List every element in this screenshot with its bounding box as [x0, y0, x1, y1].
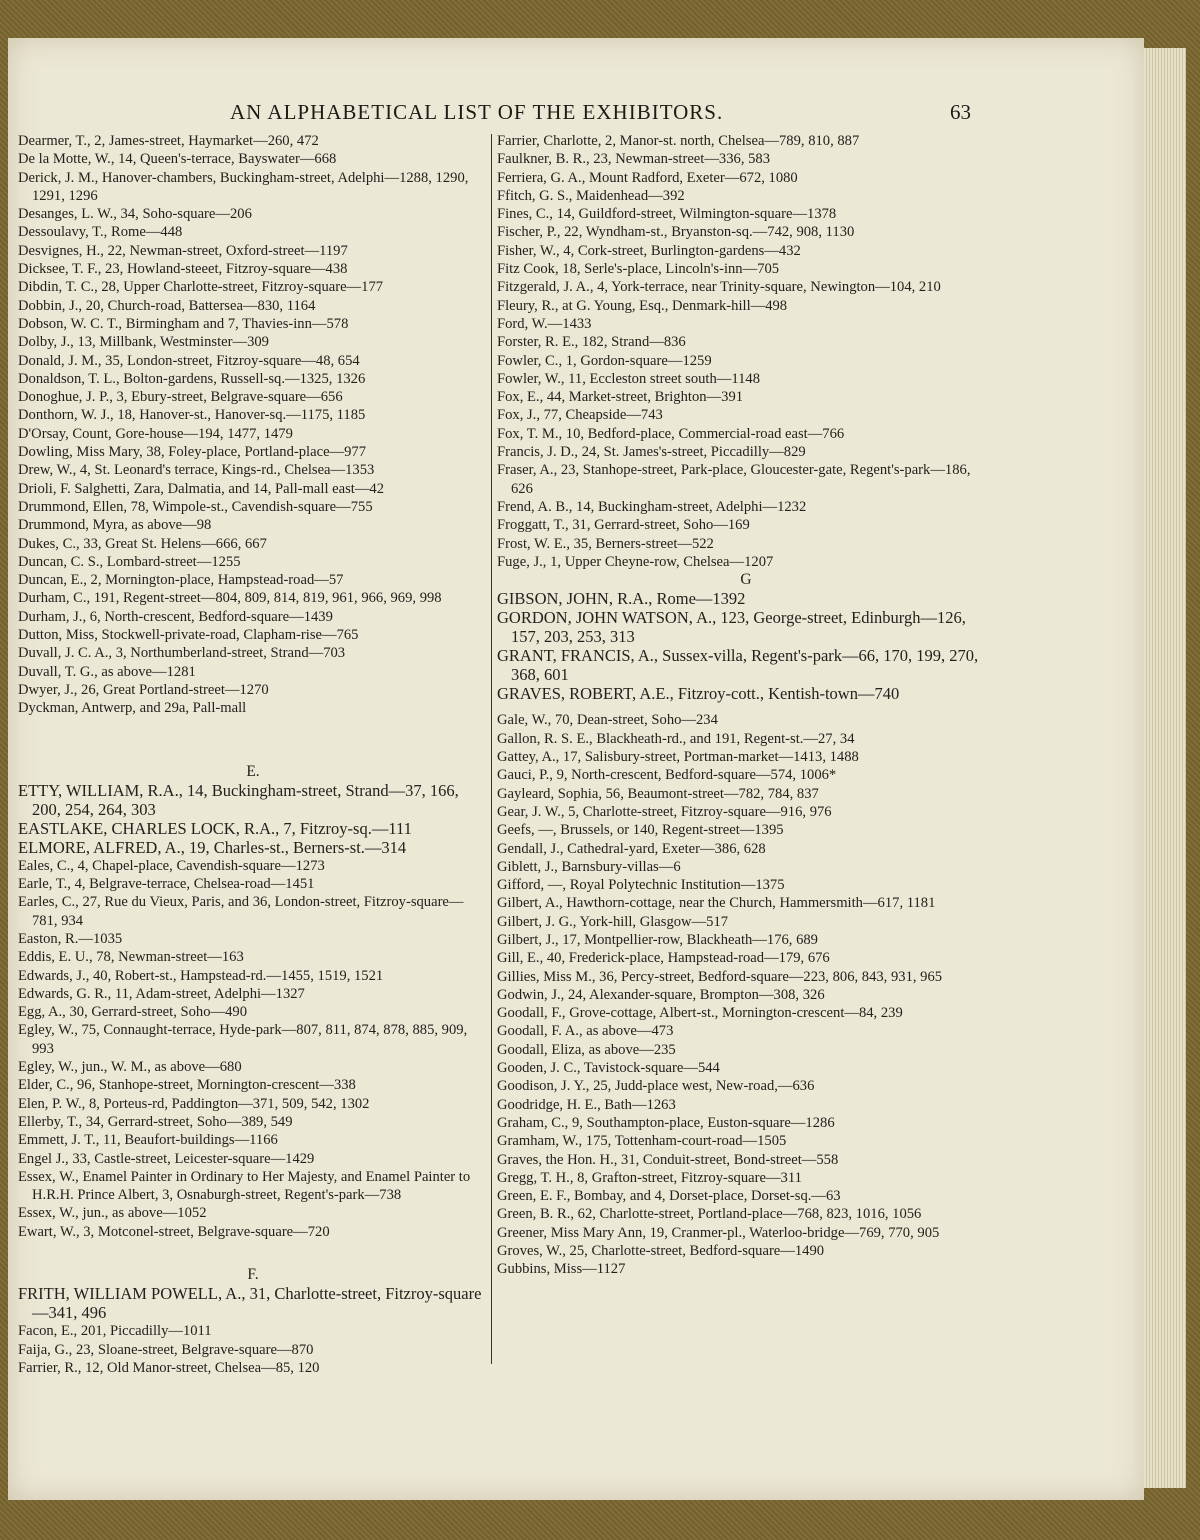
list-item: Forster, R. E., 182, Strand—836: [497, 334, 686, 351]
list-item: Farrier, R., 12, Old Manor-street, Chelsea—85, 120: [18, 1359, 320, 1376]
list-item: Gear, J. W., 5, Charlotte-street, Fitzroy-square—916, 976: [497, 803, 832, 820]
list-item: Dutton, Miss, Stockwell-private-road, Clapham-rise—765: [18, 627, 359, 644]
list-item: Gooden, J. C., Tavistock-square—544: [497, 1060, 720, 1077]
list-item: Duvall, J. C. A., 3, Northumberland-street, Strand—703: [18, 645, 346, 662]
list-item: Emmett, J. T., 11, Beaufort-buildings—1166: [18, 1132, 278, 1149]
list-item: Desanges, L. W., 34, Soho-square—206: [18, 206, 252, 223]
list-item: Dearmer, T., 2, James-street, Haymarket—260, 472: [18, 133, 319, 149]
list-item: Ffitch, G. S., Maidenhead—392: [497, 187, 685, 204]
list-item: Gale, W., 70, Dean-street, Soho—234: [497, 712, 718, 729]
list-item: FRITH, WILLIAM POWELL, A., 31, Charlotte-street, Fitzroy-square—341, 496: [18, 1284, 482, 1323]
list-item: Earle, T., 4, Belgrave-terrace, Chelsea-road—1451: [18, 876, 315, 893]
f-entries-continued: [497, 132, 995, 571]
list-item: Graves, the Hon. H., 31, Conduit-street, Bond-street—558: [497, 1151, 839, 1168]
list-item: Francis, J. D., 24, St. James's-street, Piccadilly—829: [497, 444, 806, 461]
list-item: Faulkner, B. R., 23, Newman-street—336, 583: [497, 151, 771, 168]
list-item: Durham, J., 6, North-crescent, Bedford-square—1439: [18, 608, 333, 625]
list-item: Giblett, J., Barnsbury-villas—6: [497, 858, 681, 875]
list-item: Goodall, F., Grove-cottage, Albert-st., Mornington-crescent—84, 239: [497, 1005, 903, 1022]
list-item: Egley, W., 75, Connaught-terrace, Hyde-park—807, 811, 874, 878, 885, 909, 993: [18, 1022, 468, 1057]
list-item: Elen, P. W., 8, Porteus-rd, Paddington—371, 509, 542, 1302: [18, 1095, 370, 1112]
list-item: Fraser, A., 23, Stanhope-street, Park-place, Gloucester-gate, Regent's-park—186, 626: [497, 462, 971, 497]
list-item: Frost, W. E., 35, Berners-street—522: [497, 535, 714, 552]
list-item: Gillies, Miss M., 36, Percy-street, Bedford-square—223, 806, 843, 931, 965: [497, 968, 943, 985]
list-item: Dicksee, T. F., 23, Howland-steeet, Fitzroy-square—438: [18, 261, 348, 278]
list-item: Ellerby, T., 34, Gerrard-street, Soho—389, 549: [18, 1113, 293, 1130]
list-item: Facon, E., 201, Piccadilly—1011: [18, 1323, 212, 1340]
f-entries: [18, 1322, 488, 1377]
list-item: Green, E. F., Bombay, and 4, Dorset-place, Dorset-sq.—63: [497, 1188, 841, 1205]
list-item: Ferriera, G. A., Mount Radford, Exeter—672, 1080: [497, 169, 798, 186]
list-item: GIBSON, JOHN, R.A., Rome—1392: [497, 589, 746, 609]
list-item: Durham, C., 191, Regent-street—804, 809, 814, 819, 961, 966, 969, 998: [18, 590, 442, 607]
list-item: Drew, W., 4, St. Leonard's terrace, Kings-rd., Chelsea—1353: [18, 462, 375, 479]
list-item: Donthorn, W. J., 18, Hanover-st., Hanover-sq.—1175, 1185: [18, 407, 366, 424]
list-item: Fines, C., 14, Guildford-street, Wilmington-square—1378: [497, 206, 837, 223]
list-item: Gifford, —, Royal Polytechnic Institution—1375: [497, 877, 785, 894]
list-item: Dowling, Miss Mary, 38, Foley-place, Portland-place—977: [18, 444, 367, 461]
list-item: Fox, T. M., 10, Bedford-place, Commercial-road east—766: [497, 425, 845, 442]
letter-heading-e: E.: [246, 762, 260, 780]
f-academic-entries: [18, 1284, 488, 1322]
list-item: Gauci, P., 9, North-crescent, Bedford-square—574, 1006*: [497, 767, 837, 784]
list-item: Gill, E., 40, Frederick-place, Hampstead-road—179, 676: [497, 950, 830, 967]
d-entries: [18, 132, 488, 718]
list-item: Drummond, Myra, as above—98: [18, 517, 212, 534]
list-item: Geefs, —, Brussels, or 140, Regent-street—1395: [497, 822, 784, 839]
list-item: Elder, C., 96, Stanhope-street, Mornington-crescent—338: [18, 1077, 356, 1094]
column-divider: [491, 134, 492, 1364]
list-item: Desvignes, H., 22, Newman-street, Oxford-street—1197: [18, 242, 348, 259]
list-item: Goodall, F. A., as above—473: [497, 1023, 674, 1040]
list-item: Engel J., 33, Castle-street, Leicester-square—1429: [18, 1150, 315, 1167]
list-item: Goodison, J. Y., 25, Judd-place west, New-road,—636: [497, 1078, 815, 1095]
list-item: Gilbert, J. G., York-hill, Glasgow—517: [497, 913, 729, 930]
list-item: Godwin, J., 24, Alexander-square, Brompton—308, 326: [497, 986, 825, 1003]
list-item: Goodridge, H. E., Bath—1263: [497, 1096, 676, 1113]
page-title: AN ALPHABETICAL LIST OF THE EXHIBITORS.: [230, 100, 724, 124]
list-item: Eales, C., 4, Chapel-place, Cavendish-square—1273: [18, 857, 325, 874]
list-item: Gallon, R. S. E., Blackheath-rd., and 191, Regent-st.—27, 34: [497, 730, 855, 747]
list-item: Ewart, W., 3, Motconel-street, Belgrave-square—720: [18, 1223, 330, 1240]
list-item: Dyckman, Antwerp, and 29a, Pall-mall: [18, 700, 247, 717]
list-item: Dolby, J., 13, Millbank, Westminster—309: [18, 334, 269, 351]
list-item: Easton, R.—1035: [18, 930, 123, 947]
right-column: [497, 132, 995, 1279]
list-item: ELMORE, ALFRED, A., 19, Charles-st., Berners-st.—314: [18, 837, 407, 857]
list-item: Fox, J., 77, Cheapside—743: [497, 407, 663, 424]
list-item: ETTY, WILLIAM, R.A., 14, Buckingham-street, Strand—37, 166, 200, 254, 264, 303: [18, 780, 459, 819]
list-item: Dwyer, J., 26, Great Portland-street—1270: [18, 681, 269, 698]
list-item: Donaldson, T. L., Bolton-gardens, Russell-sq.—1325, 1326: [18, 370, 366, 387]
e-entries: [18, 857, 488, 1241]
list-item: Gramham, W., 175, Tottenham-court-road—1505: [497, 1133, 787, 1150]
list-item: Ford, W.—1433: [497, 315, 592, 332]
list-item: GRANT, FRANCIS, A., Sussex-villa, Regent's-park—66, 170, 199, 270, 368, 601: [497, 646, 979, 685]
list-item: Gregg, T. H., 8, Grafton-street, Fitzroy-square—311: [497, 1169, 802, 1186]
list-item: Eddis, E. U., 78, Newman-street—163: [18, 949, 244, 966]
list-item: Graham, C., 9, Southampton-place, Euston-square—1286: [497, 1114, 835, 1131]
list-item: Edwards, J., 40, Robert-st., Hampstead-rd.—1455, 1519, 1521: [18, 967, 384, 984]
list-item: Gilbert, A., Hawthorn-cottage, near the Church, Hammersmith—617, 1181: [497, 895, 936, 912]
list-item: Drioli, F. Salghetti, Zara, Dalmatia, and 14, Pall-mall east—42: [18, 480, 385, 497]
list-item: Donoghue, J. P., 3, Ebury-street, Belgrave-square—656: [18, 389, 343, 406]
page-number: 63: [950, 100, 971, 124]
list-item: Duncan, E., 2, Mornington-place, Hampstead-road—57: [18, 572, 344, 589]
list-item: Donald, J. M., 35, London-street, Fitzroy-square—48, 654: [18, 352, 360, 369]
list-item: Gilbert, J., 17, Montpellier-row, Blackheath—176, 689: [497, 931, 818, 948]
list-item: Goodall, Eliza, as above—235: [497, 1041, 676, 1058]
list-item: De la Motte, W., 14, Queen's-terrace, Bayswater—668: [18, 151, 337, 168]
list-item: GRAVES, ROBERT, A.E., Fitzroy-cott., Kentish-town—740: [497, 684, 900, 704]
list-item: Duvall, T. G., as above—1281: [18, 663, 196, 680]
list-item: Duncan, C. S., Lombard-street—1255: [18, 553, 241, 570]
list-item: Egg, A., 30, Gerrard-street, Soho—490: [18, 1004, 247, 1021]
list-item: Greener, Miss Mary Ann, 19, Cranmer-pl., Waterloo-bridge—769, 770, 905: [497, 1224, 940, 1241]
list-item: Dobson, W. C. T., Birmingham and 7, Thavies-inn—578: [18, 315, 349, 332]
left-column: [18, 132, 488, 1377]
list-item: Fowler, W., 11, Eccleston street south—1148: [497, 370, 761, 387]
list-item: Fowler, C., 1, Gordon-square—1259: [497, 352, 712, 369]
list-item: D'Orsay, Count, Gore-house—194, 1477, 1479: [18, 425, 293, 442]
list-item: Fitz Cook, 18, Serle's-place, Lincoln's-inn—705: [497, 261, 780, 278]
list-item: Fitzgerald, J. A., 4, York-terrace, near Trinity-square, Newington—104, 210: [497, 279, 941, 296]
g-entries: [497, 711, 995, 1278]
list-item: Farrier, Charlotte, 2, Manor-st. north, Chelsea—789, 810, 887: [497, 133, 860, 149]
list-item: Egley, W., jun., W. M., as above—680: [18, 1059, 242, 1076]
g-academic-entries: [497, 589, 995, 703]
list-item: Essex, W., Enamel Painter in Ordinary to Her Majesty, and Enamel Painter to H.R.H. Prince Albert, 3, Osnaburgh-street, Regent's-park—738: [18, 1168, 471, 1204]
list-item: Frend, A. B., 14, Buckingham-street, Adelphi—1232: [497, 498, 807, 515]
list-item: Dibdin, T. C., 28, Upper Charlotte-street, Fitzroy-square—177: [18, 279, 384, 296]
list-item: Dukes, C., 33, Great St. Helens—666, 667: [18, 535, 267, 552]
page-edges: [1144, 48, 1186, 1488]
list-item: Edwards, G. R., 11, Adam-street, Adelphi—1327: [18, 985, 305, 1002]
list-item: Gayleard, Sophia, 56, Beaumont-street—782, 784, 837: [497, 785, 819, 802]
list-item: Fischer, P., 22, Wyndham-st., Bryanston-sq.—742, 908, 1130: [497, 224, 855, 241]
list-item: Green, B. R., 62, Charlotte-street, Portland-place—768, 823, 1016, 1056: [497, 1206, 922, 1223]
list-item: Fleury, R., at G. Young, Esq., Denmark-hill—498: [497, 297, 788, 314]
list-item: Fisher, W., 4, Cork-street, Burlington-gardens—432: [497, 242, 801, 259]
list-item: Gendall, J., Cathedral-yard, Exeter—386, 628: [497, 840, 766, 857]
list-item: Froggatt, T., 31, Gerrard-street, Soho—169: [497, 517, 750, 534]
list-item: Gubbins, Miss—1127: [497, 1261, 626, 1278]
list-item: Faija, G., 23, Sloane-street, Belgrave-square—870: [18, 1341, 314, 1358]
list-item: Gattey, A., 17, Salisbury-street, Portman-market—1413, 1488: [497, 749, 859, 766]
list-item: Derick, J. M., Hanover-chambers, Buckingham-street, Adelphi—1288, 1290, 1291, 1296: [18, 169, 469, 204]
letter-heading-g: G: [740, 571, 752, 589]
letter-heading-f: F.: [247, 1266, 259, 1284]
list-item: Fuge, J., 1, Upper Cheyne-row, Chelsea—1207: [497, 553, 774, 570]
list-item: Groves, W., 25, Charlotte-street, Bedford-square—1490: [497, 1243, 825, 1260]
list-item: Fox, E., 44, Market-street, Brighton—391: [497, 389, 744, 406]
list-item: EASTLAKE, CHARLES LOCK, R.A., 7, Fitzroy-sq.—111: [18, 818, 412, 838]
list-item: Essex, W., jun., as above—1052: [18, 1205, 207, 1222]
list-item: Earles, C., 27, Rue du Vieux, Paris, and 36, London-street, Fitzroy-square—781, 934: [18, 894, 464, 929]
list-item: Drummond, Ellen, 78, Wimpole-st., Cavendish-square—755: [18, 498, 373, 515]
list-item: GORDON, JOHN WATSON, A., 123, George-street, Edinburgh—126, 157, 203, 253, 313: [497, 608, 966, 647]
e-academic-entries: [18, 781, 488, 857]
list-item: Dessoulavy, T., Rome—448: [18, 224, 183, 241]
list-item: Dobbin, J., 20, Church-road, Battersea—830, 1164: [18, 297, 316, 314]
